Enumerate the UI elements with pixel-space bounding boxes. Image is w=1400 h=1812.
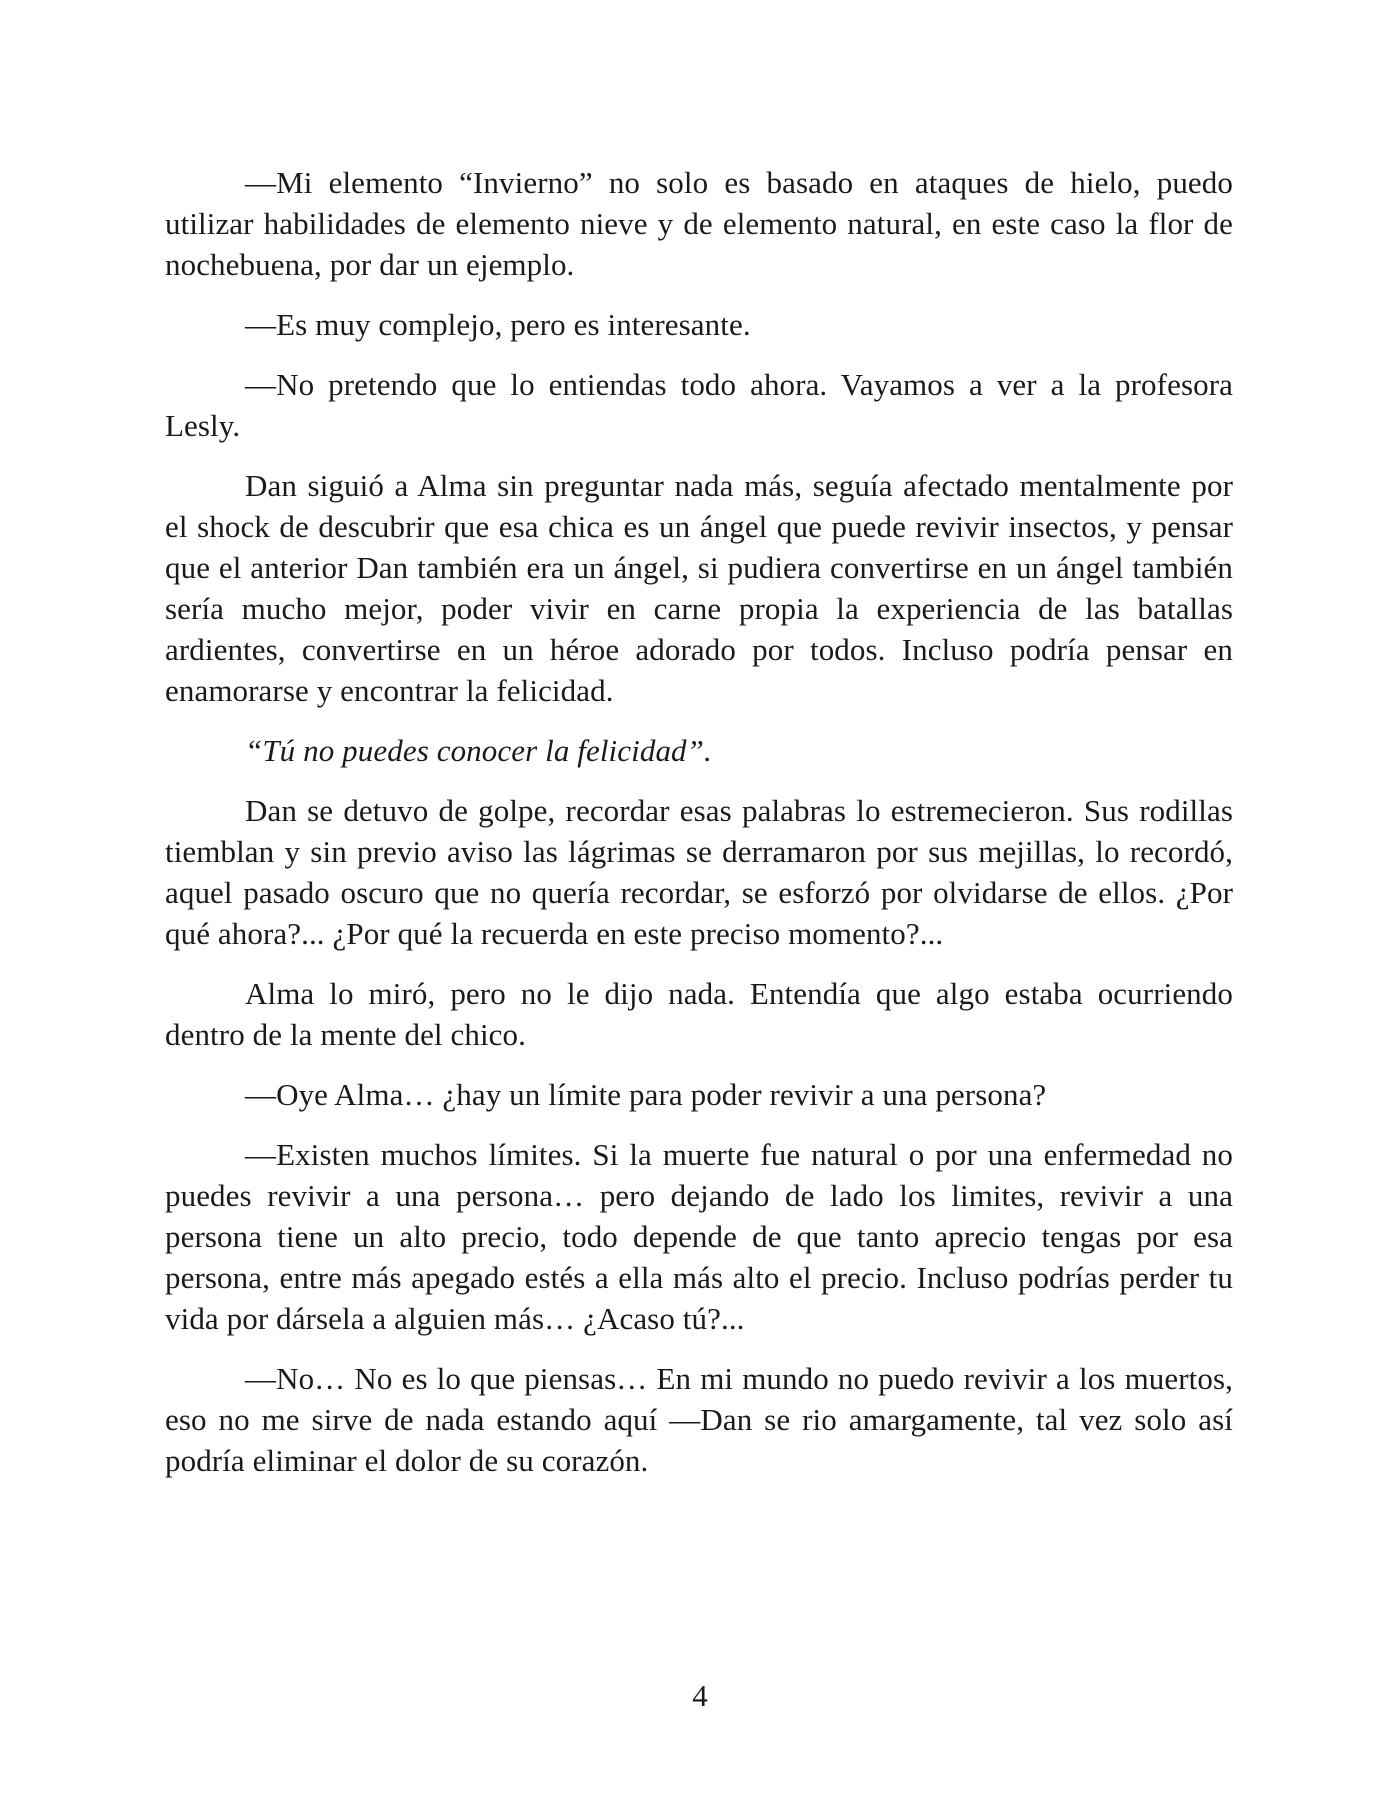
paragraph-7: Alma lo miró, pero no le dijo nada. Entendía que algo estaba ocurriendo dentro de la mente del chico. — [165, 976, 1233, 1052]
paragraph-8: —Oye Alma… ¿hay un límite para poder revivir a una persona? — [245, 1077, 1047, 1112]
paragraph-9: —Existen muchos límites. Si la muerte fue natural o por una enfermedad no puedes revivir a una persona… pero dejando de lado los limites, revivir a una persona tiene un alto precio, todo depende de que tanto aprecio tengas por esa persona, entre más apegado estés a ella más alto el precio. Incluso podrías perder tu vida por dársela a alguien más… ¿Acaso tú?... — [165, 1137, 1233, 1336]
page-number: 4 — [692, 1678, 708, 1713]
paragraph-6: Dan se detuvo de golpe, recordar esas palabras lo estremecieron. Sus rodillas tiemblan y sin previo aviso las lágrimas se derramaron por sus mejillas, lo recordó, aquel pasado oscuro que no quería recordar, se esforzó por olvidarse de ellos. ¿Por qué ahora?... ¿Por qué la recuerda en este preciso momento?... — [165, 793, 1233, 951]
page-body — [165, 162, 1233, 1500]
paragraph-2: —Es muy complejo, pero es interesante. — [245, 307, 751, 342]
paragraph-3: —No pretendo que lo entiendas todo ahora. Vayamos a ver a la profesora Lesly. — [165, 367, 1233, 443]
paragraph-1: —Mi elemento “Invierno” no solo es basado en ataques de hielo, puedo utilizar habilidades de elemento nieve y de elemento natural, en este caso la flor de nochebuena, por dar un ejemplo. — [165, 165, 1233, 282]
paragraph-4: Dan siguió a Alma sin preguntar nada más, seguía afectado mentalmente por el shock de descubrir que esa chica es un ángel que puede revivir insectos, y pensar que el anterior Dan también era un ángel, si pudiera convertirse en un ángel también sería mucho mejor, poder vivir en carne propia la experiencia de las batallas ardientes, convertirse en un héroe adorado por todos. Incluso podría pensar en enamorarse y encontrar la felicidad. — [165, 468, 1233, 708]
paragraph-5-italic-quote: “Tú no puedes conocer la felicidad”. — [245, 733, 712, 768]
paragraph-10: —No… No es lo que piensas… En mi mundo no puedo revivir a los muertos, eso no me sirve de nada estando aquí —Dan se rio amargamente, tal vez solo así podría eliminar el dolor de su corazón. — [165, 1361, 1233, 1478]
